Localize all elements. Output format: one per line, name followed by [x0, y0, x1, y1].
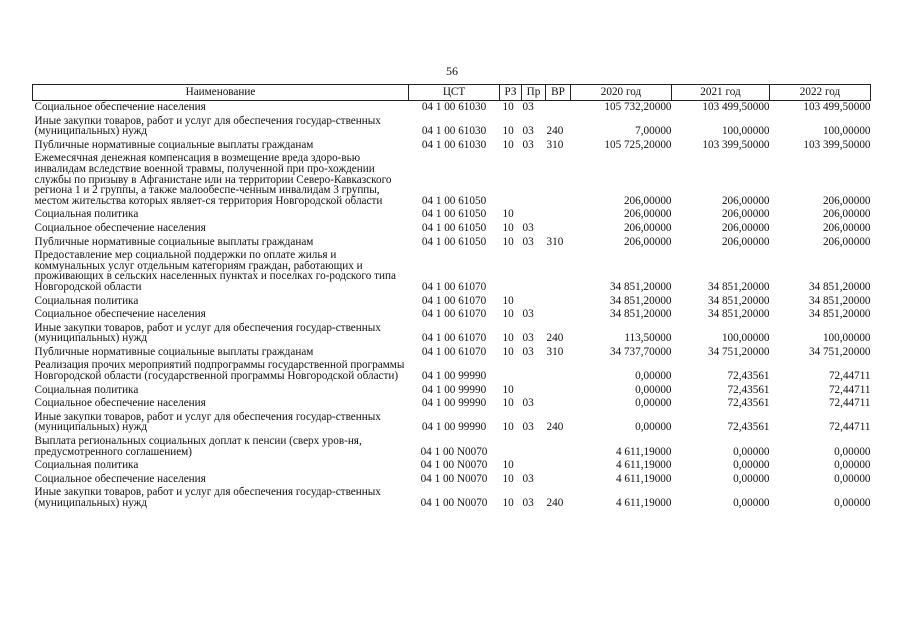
table-row — [33, 101, 871, 115]
table-row — [33, 295, 871, 309]
row-cst-cell: 04 1 00 61070 — [421, 308, 487, 321]
row-pr-cell: 03 — [522, 345, 534, 358]
row-2020-cell: 4 611,19000 — [615, 472, 672, 485]
row-cst-cell: 04 1 00 99990 — [421, 383, 487, 396]
row-name-cell: Иные закупки товаров, работ и услуг для обеспечения государ-ственных (муниципальных) нужд — [34, 321, 381, 345]
row-2021-cell: 34 851,20000 — [707, 308, 770, 321]
row-pr-cell — [522, 459, 546, 473]
row-vr-cell — [546, 473, 571, 487]
table-row — [33, 346, 871, 360]
row-cst-cell: 04 1 00 61030 — [421, 125, 487, 138]
row-2022-cell: 206,00000 — [822, 235, 871, 248]
row-rz-cell — [500, 359, 522, 383]
column-header-vr: ВР — [546, 85, 571, 101]
row-pr-cell — [522, 295, 546, 309]
row-rz-cell — [500, 435, 522, 459]
row-pr-cell: 03 — [522, 138, 534, 151]
row-rz-cell: 10 — [502, 138, 514, 151]
row-2020-cell: 34 737,70000 — [609, 345, 672, 358]
row-rz-cell: 10 — [502, 125, 514, 138]
row-2020-cell: 206,00000 — [623, 221, 672, 234]
row-2022-cell: 103 499,50000 — [803, 101, 871, 113]
row-name-cell: Социальная политика — [34, 459, 139, 472]
row-name-cell: Социальная политика — [34, 294, 139, 307]
row-cst-cell: 04 1 00 61070 — [421, 332, 487, 345]
row-vr-cell — [546, 435, 571, 459]
row-2020-cell: 34 851,20000 — [609, 280, 672, 293]
row-pr-cell: 03 — [522, 101, 534, 113]
row-2020-cell: 4 611,19000 — [615, 445, 672, 458]
table-row — [33, 308, 871, 322]
row-2022-cell: 34 851,20000 — [808, 294, 871, 307]
row-rz-cell: 10 — [502, 332, 514, 345]
row-2022-cell: 206,00000 — [822, 194, 871, 207]
row-2021-cell: 0,00000 — [733, 459, 770, 472]
row-2021-cell: 206,00000 — [721, 221, 770, 234]
row-vr-cell — [546, 249, 571, 294]
row-rz-cell: 10 — [502, 497, 514, 509]
row-vr-cell — [546, 101, 571, 115]
row-rz-cell: 10 — [502, 383, 514, 396]
row-cst-cell: 04 1 00 61070 — [421, 280, 487, 293]
row-2022-cell: 0,00000 — [834, 459, 871, 472]
row-cst-cell: 04 1 00 61030 — [421, 138, 487, 151]
row-2022-cell: 0,00000 — [834, 497, 871, 509]
row-vr-cell — [546, 359, 571, 383]
row-pr-cell: 03 — [522, 308, 534, 321]
row-pr-cell — [522, 359, 546, 383]
row-vr-cell — [546, 397, 571, 411]
row-cst-cell: 04 1 00 61050 — [421, 221, 487, 234]
row-rz-cell: 10 — [502, 345, 514, 358]
row-2020-cell: 105 732,20000 — [604, 101, 672, 113]
row-2021-cell: 0,00000 — [733, 497, 770, 509]
row-name-cell: Иные закупки товаров, работ и услуг для обеспечения государ-ственных (муниципальных) нужд — [34, 486, 381, 509]
row-2021-cell: 103 399,50000 — [702, 138, 770, 151]
row-cst-cell: 04 1 00 N0070 — [420, 459, 488, 472]
row-2021-cell: 72,43561 — [727, 421, 770, 434]
row-2021-cell: 72,43561 — [727, 370, 770, 383]
row-name-cell: Предоставление мер социальной поддержки по оплате жилья и коммунальных услуг отдельным категориям граждан, работающих и проживающих в сельских населенных пунктах и поселках го-родского типа Новгородской области — [34, 249, 396, 293]
row-name-cell: Выплата региональных социальных доплат к пенсии (сверх уров-ня, предусмотренного соглашением) — [34, 435, 362, 458]
table-row — [33, 459, 871, 473]
row-2022-cell: 72,44711 — [828, 383, 871, 396]
row-2022-cell: 206,00000 — [822, 208, 871, 221]
row-cst-cell: 04 1 00 99990 — [421, 397, 487, 410]
row-name-cell: Социальное обеспечение населения — [34, 472, 206, 485]
row-cst-cell: 04 1 00 N0070 — [420, 445, 488, 458]
row-2021-cell: 100,00000 — [721, 332, 770, 345]
table-row — [33, 236, 871, 250]
row-name-cell: Ежемесячная денежная компенсация в возмещение вреда здоро-вью инвалидам вследствие военной травмы, полученной при про-хождении службы по призыву в Афганистане или на территории Северо-Кавказского региона 1 и 2 группы, а также малообеспе-ченным инвалидам 3 группы, местом жительства которых являет-ся территория Новгородской области — [34, 152, 392, 207]
row-2020-cell: 34 851,20000 — [609, 308, 672, 321]
column-header-rz: РЗ — [500, 85, 522, 101]
row-2020-cell: 0,00000 — [635, 421, 672, 434]
column-header-2022: 2022 год — [770, 85, 871, 101]
row-2020-cell: 206,00000 — [623, 194, 672, 207]
row-2022-cell: 34 851,20000 — [808, 280, 871, 293]
row-2022-cell: 34 751,20000 — [808, 345, 871, 358]
row-cst-cell: 04 1 00 61050 — [421, 208, 487, 221]
row-2021-cell: 206,00000 — [721, 194, 770, 207]
row-2022-cell: 100,00000 — [822, 332, 871, 345]
row-vr-cell: 310 — [546, 235, 564, 248]
row-2020-cell: 206,00000 — [623, 235, 672, 248]
row-rz-cell: 10 — [502, 294, 514, 307]
row-name-cell: Социальное обеспечение населения — [34, 397, 206, 410]
row-2020-cell: 113,50000 — [624, 332, 672, 345]
row-2022-cell: 34 851,20000 — [808, 308, 871, 321]
row-name-cell: Социальная политика — [34, 208, 139, 221]
row-2020-cell: 0,00000 — [635, 370, 672, 383]
row-name-cell: Иные закупки товаров, работ и услуг для обеспечения государ-ственных (муниципальных) нужд — [34, 114, 381, 138]
row-name-cell: Социальная политика — [34, 383, 139, 396]
row-rz-cell: 10 — [502, 421, 514, 434]
row-vr-cell: 310 — [546, 138, 564, 151]
table-row — [33, 411, 871, 435]
table-row — [33, 473, 871, 487]
page-number: 56 — [446, 64, 458, 78]
row-cst-cell: 04 1 00 N0070 — [420, 472, 488, 485]
row-name-cell: Публичные нормативные социальные выплаты гражданам — [34, 345, 314, 358]
table-row — [33, 359, 871, 383]
row-rz-cell: 10 — [502, 235, 514, 248]
row-2021-cell: 72,43561 — [727, 383, 770, 396]
row-2022-cell: 206,00000 — [822, 221, 871, 234]
table-row — [33, 115, 871, 139]
row-vr-cell — [546, 208, 571, 222]
row-2021-cell: 34 851,20000 — [707, 294, 770, 307]
row-vr-cell: 240 — [546, 332, 564, 345]
column-header-cst: ЦСТ — [409, 85, 500, 101]
column-header-name: Наименование — [33, 85, 409, 101]
row-2022-cell: 0,00000 — [834, 445, 871, 458]
row-2021-cell: 0,00000 — [733, 445, 770, 458]
row-2020-cell: 34 851,20000 — [609, 294, 672, 307]
row-2022-cell: 72,44711 — [828, 370, 871, 383]
row-cst-cell: 04 1 00 N0070 — [420, 497, 488, 509]
row-vr-cell — [546, 152, 571, 208]
row-name-cell: Иные закупки товаров, работ и услуг для обеспечения государ-ственных (муниципальных) нужд — [34, 410, 381, 434]
row-2020-cell: 7,00000 — [635, 125, 672, 138]
row-cst-cell: 04 1 00 61050 — [421, 194, 487, 207]
row-2021-cell: 0,00000 — [733, 472, 770, 485]
row-pr-cell: 03 — [522, 497, 534, 509]
row-vr-cell — [546, 222, 571, 236]
table-row — [33, 249, 871, 294]
row-rz-cell: 10 — [502, 208, 514, 221]
row-vr-cell: 310 — [546, 345, 564, 358]
row-rz-cell: 10 — [502, 459, 514, 472]
row-name-cell: Социальное обеспечение населения — [34, 308, 206, 321]
row-rz-cell: 10 — [502, 308, 514, 321]
row-2022-cell: 100,00000 — [822, 125, 871, 138]
row-pr-cell: 03 — [522, 221, 534, 234]
row-2022-cell: 72,44711 — [828, 421, 871, 434]
row-vr-cell — [546, 384, 571, 398]
row-name-cell: Социальное обеспечение населения — [34, 101, 206, 113]
row-pr-cell — [522, 152, 546, 208]
row-2021-cell: 100,00000 — [721, 125, 770, 138]
row-pr-cell — [522, 435, 546, 459]
row-vr-cell: 240 — [546, 125, 564, 138]
row-cst-cell: 04 1 00 99990 — [421, 370, 487, 383]
row-pr-cell — [522, 208, 546, 222]
row-2020-cell: 0,00000 — [635, 383, 672, 396]
row-2020-cell: 4 611,19000 — [615, 497, 672, 509]
row-2020-cell: 105 725,20000 — [604, 138, 672, 151]
row-cst-cell: 04 1 00 61070 — [421, 294, 487, 307]
row-2022-cell: 103 399,50000 — [803, 138, 871, 151]
row-vr-cell — [546, 295, 571, 309]
row-rz-cell: 10 — [502, 397, 514, 410]
row-rz-cell — [500, 249, 522, 294]
table-row — [33, 486, 871, 510]
table-row — [33, 139, 871, 153]
row-name-cell: Реализация прочих мероприятий подпрограммы государственной программы Новгородской области (государственной программы Новгородской области) — [34, 359, 405, 383]
table-body — [33, 101, 871, 511]
row-2021-cell: 103 499,50000 — [702, 101, 770, 113]
row-rz-cell — [500, 152, 522, 208]
row-vr-cell — [546, 459, 571, 473]
row-cst-cell: 04 1 00 61070 — [421, 345, 487, 358]
row-name-cell: Социальное обеспечение населения — [34, 221, 206, 234]
row-2020-cell: 206,00000 — [623, 208, 672, 221]
table-row — [33, 384, 871, 398]
row-2021-cell: 34 851,20000 — [707, 280, 770, 293]
table-row — [33, 397, 871, 411]
row-2021-cell: 34 751,20000 — [707, 345, 770, 358]
row-name-cell: Публичные нормативные социальные выплаты гражданам — [34, 138, 314, 151]
row-2021-cell: 72,43561 — [727, 397, 770, 410]
row-2022-cell: 0,00000 — [834, 472, 871, 485]
row-pr-cell: 03 — [522, 472, 534, 485]
column-header-pr: Пр — [522, 85, 546, 101]
row-pr-cell — [522, 249, 546, 294]
row-vr-cell — [546, 308, 571, 322]
table-header-row — [33, 85, 871, 101]
row-2021-cell: 206,00000 — [721, 235, 770, 248]
row-name-cell: Публичные нормативные социальные выплаты гражданам — [34, 235, 314, 248]
table-row — [33, 435, 871, 459]
table-row — [33, 322, 871, 346]
row-cst-cell: 04 1 00 61050 — [421, 235, 487, 248]
row-pr-cell — [522, 384, 546, 398]
row-2022-cell: 72,44711 — [828, 397, 871, 410]
row-pr-cell: 03 — [522, 235, 534, 248]
row-2021-cell: 206,00000 — [721, 208, 770, 221]
table-row — [33, 222, 871, 236]
budget-table — [32, 84, 871, 511]
table-row — [33, 152, 871, 208]
row-rz-cell: 10 — [502, 101, 514, 113]
row-cst-cell: 04 1 00 61030 — [421, 101, 487, 113]
row-rz-cell: 10 — [502, 472, 514, 485]
row-2020-cell: 0,00000 — [635, 397, 672, 410]
row-pr-cell: 03 — [522, 125, 534, 138]
row-vr-cell: 240 — [546, 421, 564, 434]
column-header-2021: 2021 год — [672, 85, 770, 101]
row-rz-cell: 10 — [502, 221, 514, 234]
row-pr-cell: 03 — [522, 421, 534, 434]
row-2020-cell: 4 611,19000 — [615, 459, 672, 472]
row-pr-cell: 03 — [522, 332, 534, 345]
row-pr-cell: 03 — [522, 397, 534, 410]
row-cst-cell: 04 1 00 99990 — [421, 421, 487, 434]
table-row — [33, 208, 871, 222]
row-vr-cell: 240 — [546, 497, 564, 509]
column-header-2020: 2020 год — [571, 85, 672, 101]
